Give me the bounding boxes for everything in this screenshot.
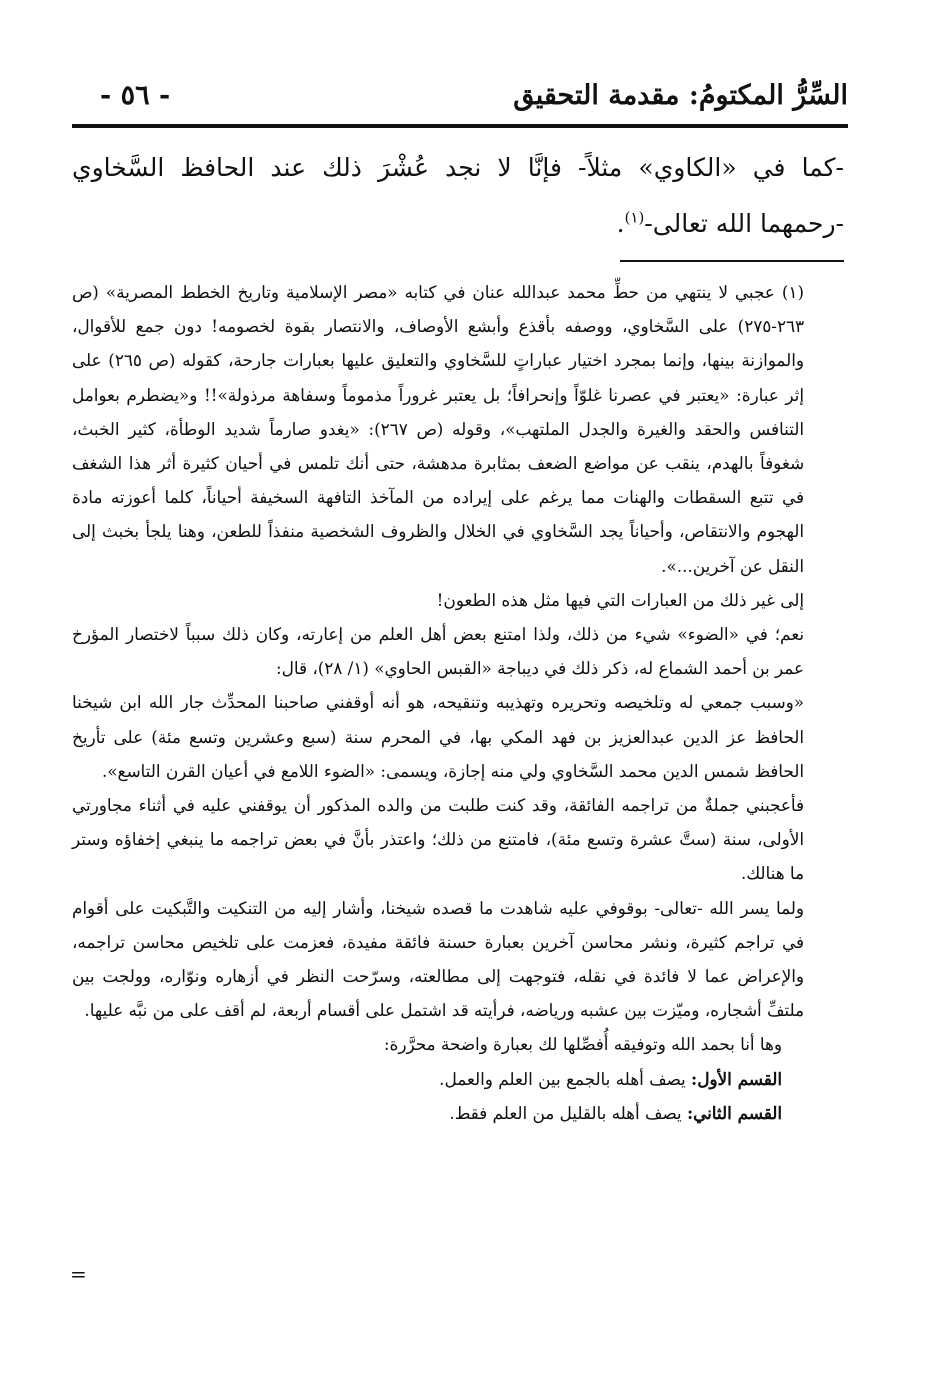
footnote-paragraph: نعم؛ في «الضوء» شيء من ذلك، ولذا امتنع بعض أهل العلم من إعارته، وكان ذلك سبباً لاختصار المؤرخ عمر بن أحمد الشماع له، ذكر ذلك في ديباجة «القبس الحاوي» (١/ ٢٨)، قال: xyxy=(72,624,804,679)
page-header xyxy=(72,78,848,122)
footnote-paragraph: (١) عجبي لا ينتهي من حطِّ محمد عبدالله عنان في كتابه «مصر الإسلامية وتاريخ الخطط المصرية» (ص ٢٦٣-٢٧٥) على السَّخاوي، ووصفه بأقذع وأبشع الأوصاف، والانتصار بقوة لخصومه! دون جمع للأقوال، والموازنة بينها، وإنما بمجرد اختيار عباراتٍ للسَّخاوي والتعليق عليها بعبارات جارحة، كقوله (ص ٢٦٥) على إثر عبارة: «يعتبر في عصرنا غلوّاً وإنحرافاً؛ بل يعتبر غروراً مذموماً وسفاهة مرذولة»!! و«يضطرم بعوامل التنافس والحقد والغيرة والجدل الملتهب»، وقوله (ص ٢٦٧): «يغدو صارماً شديد الوطأة، كثير الخبث، شغوفاً بالهدم، ينقب عن مواضع الضعف بمثابرة مدهشة، حتى أنك تلمس في أحيان كثيرة أثر هذا الشغف في تتبع السقطات والهنات مما يرغم على إيراده من المآخذ التافهة السخيفة أحياناً، كلما أعوزته مادة الهجوم والانتقاص، وأحياناً يجد السَّخاوي في الخلال والظروف الشخصية منفذاً للطعن، وهنا يلجأ بخبث إلى النقل عن آخرين...». xyxy=(72,282,804,576)
footnote-quote-paragraph: فأعجبني جملةٌ من تراجمه الفائقة، وقد كنت طلبت من والده المذكور أن يوقفني عليه في أثناء مجاورتي الأولى، سنة (ستَّ عشرة وتسع مئة)، فامتنع من ذلك؛ واعتذر بأنَّ في بعض تراجمه ما ينبغي إخفاؤه وستر ما هنالك. xyxy=(72,795,804,884)
header-rule xyxy=(72,124,848,128)
footnote-reference: (١) xyxy=(624,208,645,227)
section-two-text: يصف أهله بالقليل من العلم فقط. xyxy=(449,1102,687,1123)
section-one-label: القسم الأول: xyxy=(691,1068,782,1089)
footnotes xyxy=(72,275,844,1130)
footnote-quote-paragraph: «وسبب جمعي له وتلخيصه وتحريره وتهذيبه وتنقيحه، هو أنه أوقفني صاحبنا المحدِّث جار الله ابن شيخنا الحافظ عز الدين عبدالعزيز بن فهد المكي بها، في المحرم سنة (سبع وعشرين وتسع مئة) على تأريخ الحافظ شمس الدين محمد السَّخاوي ولي منه إجازة، ويسمى: «الضوء اللامع في أعيان القرن التاسع». xyxy=(72,692,804,781)
footnote-separator xyxy=(620,260,844,262)
section-two-label: القسم الثاني: xyxy=(686,1102,782,1123)
footnote-quote-paragraph: وها أنا بحمد الله وتوفيقه أُفصِّلها لك بعبارة واضحة محرَّرة: xyxy=(383,1034,782,1055)
footnote-quote-paragraph: ولما يسر الله -تعالى- بوقوفي عليه شاهدت ما قصده شيخنا، وأشار إليه من التنكيت والتَّبكيت على أقوام في تراجم كثيرة، ونشر محاسن آخرين بعبارة حسنة فائقة مفيدة، فعزمت على تلخيص محاسن تراجمه، والإعراض عما لا فائدة في نقله، فتوجهت إلى مطالعته، وسرّحت النظر في أزهاره ونوّاره، وولجت بين ملتفِّ أشجاره، وميّزت بين عشبه ورياضه، فرأيته قد اشتمل على أقسام أربعة، لم أقف على من نبَّه عليها. xyxy=(72,897,804,1021)
main-end: . xyxy=(616,209,625,238)
page-number: - ٥٦ - xyxy=(100,80,171,111)
footnote-paragraph: إلى غير ذلك من العبارات التي فيها مثل هذه الطعون! xyxy=(436,589,804,610)
main-text xyxy=(72,140,844,252)
main-paragraph xyxy=(72,140,844,252)
section-one-line xyxy=(72,1062,844,1096)
section-two-line xyxy=(72,1096,844,1130)
section-one-text: يصف أهله بالجمع بين العلم والعمل. xyxy=(439,1068,692,1089)
main-body: -كما في «الكاوي» مثلاً- فإنَّا لا نجد عُشْرَ ذلك عند الحافظ السَّخاوي -رحمهما الله تعالى- xyxy=(72,153,844,238)
continuation-mark: = xyxy=(70,1262,87,1286)
running-title: السِّرُّ المكتومُ: مقدمة التحقيق xyxy=(513,80,848,111)
